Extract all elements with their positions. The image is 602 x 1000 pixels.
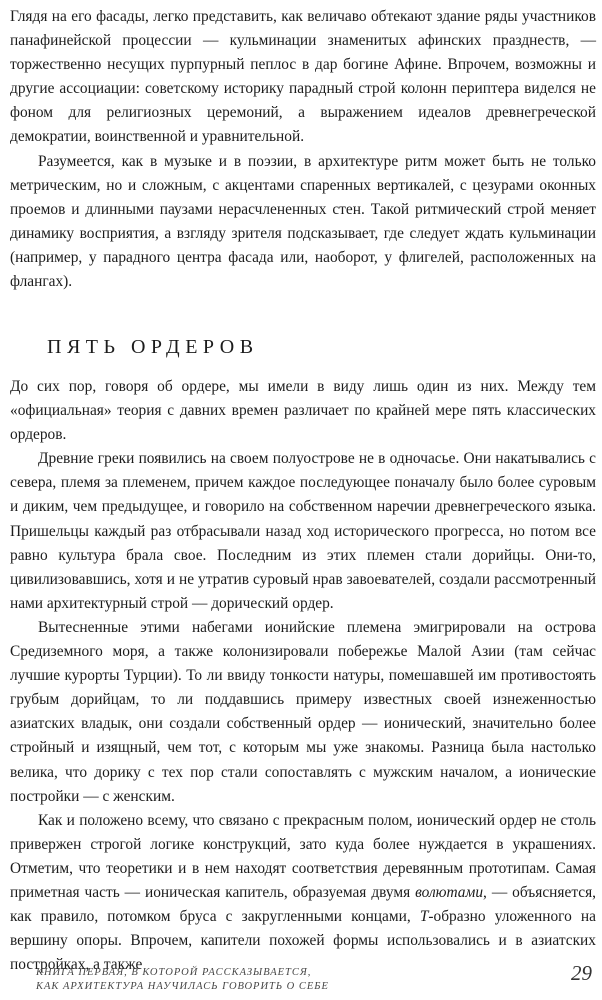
paragraph: Глядя на его фасады, легко представить, как величаво обтекают здание ряды участников панафинейской процессии — кульминации знаменитых афинских празднеств, — торжественно несущих пурпурный пеплос в дар богине Афине. Впрочем, возможны и другие ассоциации: советскому историку парадный строй колонн периптера виделся не фоном для религиозных церемоний, а выражением идеалов древнегреческой демократии, воинственной и уравнительной. [10,8,596,146]
footer-line: КНИГА ПЕРВАЯ, В КОТОРОЙ РАССКАЗЫВАЕТСЯ, [36,967,312,978]
page-number: 29 [571,961,592,985]
italic-letter: Т [419,908,429,926]
section-heading: ПЯТЬ ОРДЕРОВ [47,336,259,358]
running-footer [36,966,329,994]
text-block-top [10,5,596,294]
paragraph: До сих пор, говоря об ордере, мы имели в виду лишь один из них. Между тем «официальная» теория с давних времен различает по крайней мере пять классических ордеров. [10,378,596,444]
paragraph: Разумеется, как в музыке и в поэзии, в архитектуре ритм может быть не только метрическим, но и сложным, с акцентами спаренных вертикалей, с цезурами оконных проемов и длинными паузами нерасчлененных стен. Такой ритмический строй меняет динамику восприятия, а взгляду зрителя подсказывает, где следует ждать кульминации (например, у парадного центра фасада или, наоборот, у флигелей, расположенных на флангах). [10,152,596,291]
text-block-section [10,375,596,977]
paragraph: Древние греки появились на своем полуострове не в одночасье. Они накатывались с севера, племя за племенем, причем каждое последующее поначалу было более суровым и диким, чем предыдущее, и говорило на собственном наречии древнегреческого языка. Пришельцы каждый раз отбрасывали назад ход исторического прогресса, но потом все равно культура брала свое. Последним из этих племен стали дорийцы. Они-то, цивилизовавшись, хотя и не утратив суровый нрав завоевателей, создали рассмотренный нами архитектурный строй — дорический ордер. [10,450,596,612]
paragraph: Вытесненные этими набегами ионийские племена эмигрировали на острова Средиземного моря, а также колонизировали побережье Малой Азии (там сейчас лучшие курорты Турции). То ли ввиду тонкости натуры, помешавшей им противостоять грубым дорийцам, то ли поддавшись примеру известных своей изнеженностью азиатских владык, они создали собственный ордер — ионический, значительно более стройный и изящный, чем тот, с которым мы уже знакомы. Разница была настолько велика, что дорику с тех пор стали сопоставлять с мужским началом, а ионические постройки — с женским. [10,618,596,805]
text-run: , — объясняется, как правило, потомком бруса с закругленными концами, [10,883,596,926]
text-run: Как и положено всему, что связано с прекрасным полом, ионический ордер не столь привержен строгой логике конструкций, зато куда более нуждается в украшениях. Отметим, что теоретики и в нем находят соответствия деревянным прототипам. Самая приметная часть — ионическая капитель, образуемая двумя [10,811,596,901]
text-run: -образно уложенного на вершину опоры. Впрочем, капители похожей формы использовались и в азиатских постройках, а также [10,908,596,974]
footer-line: КАК АРХИТЕКТУРА НАУЧИЛАСЬ ГОВОРИТЬ О СЕБЕ [36,981,329,992]
paragraph-last [10,809,596,978]
italic-term: волютами [415,883,484,901]
